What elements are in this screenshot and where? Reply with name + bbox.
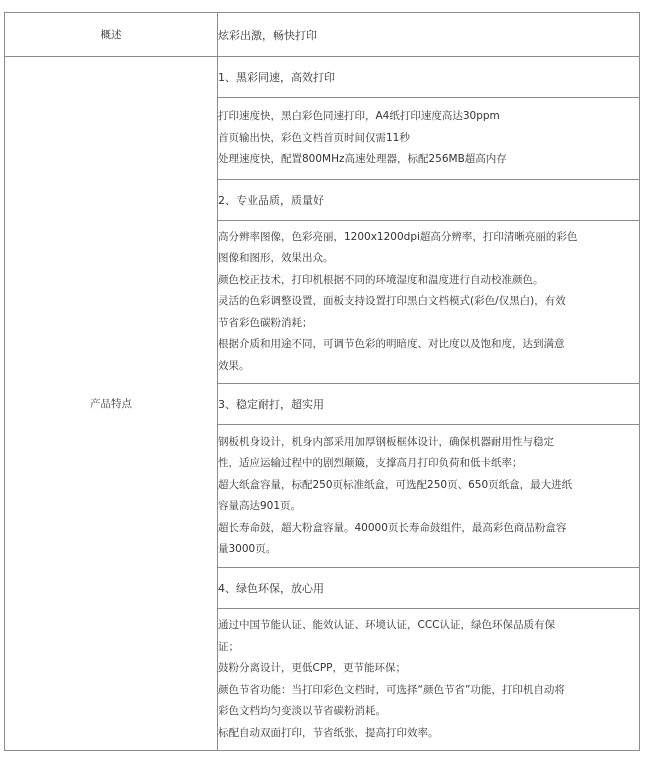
overview-row bbox=[5, 13, 640, 57]
feature-line: 鼓粉分离设计，更低CPP，更节能环保； bbox=[218, 662, 406, 674]
feature-line: 标配自动双面打印，节省纸张，提高打印效率。 bbox=[218, 726, 439, 739]
feature-line: 性，适应运输过程中的剧烈颠簸，支撑高月打印负荷和低卡纸率； bbox=[218, 457, 523, 469]
spec-table bbox=[4, 12, 640, 751]
overview-value: 炫彩出激，畅快打印 bbox=[218, 13, 640, 57]
feature-line: 处理速度快，配置800MHz高速处理器，标配256MB超高内存 bbox=[218, 153, 507, 166]
feature-line: 颜色节省功能：当打印彩色文档时，可选择“颜色节省”功能，打印机自动将 bbox=[218, 683, 565, 696]
feature-body bbox=[218, 425, 640, 568]
feature-line: 高分辨率图像，色彩亮丽，1200x1200dpi超高分辨率，打印清晰亮丽的彩色 bbox=[218, 230, 578, 243]
feature-heading-row bbox=[5, 57, 640, 98]
overview-label: 概述 bbox=[5, 13, 218, 57]
feature-heading: 2、专业品质，质量好 bbox=[218, 180, 640, 221]
feature-line: 彩色文档均匀变淡以节省碳粉消耗。 bbox=[218, 705, 386, 717]
feature-line: 证； bbox=[218, 640, 239, 653]
feature-line: 灵活的色彩调整设置，面板支持设置打印黑白文档模式(彩色/仅黑白)，有效 bbox=[218, 295, 566, 308]
feature-line: 打印速度快，黑白彩色同速打印，A4纸打印速度高达30ppm bbox=[218, 110, 500, 123]
feature-line: 根据介质和用途不同，可调节色彩的明暗度、对比度以及饱和度，达到满意 bbox=[218, 338, 565, 351]
feature-line: 节省彩色碳粉消耗； bbox=[218, 316, 313, 329]
feature-heading: 1、黑彩同速，高效打印 bbox=[218, 57, 640, 98]
feature-heading: 3、稳定耐打，超实用 bbox=[218, 384, 640, 425]
feature-body bbox=[218, 221, 640, 384]
feature-line: 量3000页。 bbox=[218, 543, 277, 555]
feature-line: 钢板机身设计，机身内部采用加厚钢板框体设计，确保机器耐用性与稳定 bbox=[218, 435, 554, 448]
feature-line: 图像和图形，效果出众。 bbox=[218, 252, 334, 265]
features-label: 产品特点 bbox=[5, 57, 218, 751]
feature-line: 通过中国节能认证、能效认证、环境认证，CCC认证，绿色环保品质有保 bbox=[218, 619, 555, 631]
feature-heading: 4、绿色环保，放心用 bbox=[218, 568, 640, 609]
feature-line: 首页输出快，彩色文档首页时间仅需11秒 bbox=[218, 131, 410, 144]
feature-line: 容量高达901页。 bbox=[218, 500, 302, 512]
feature-line: 超大纸盒容量，标配250页标准纸盒，可选配250页、650页纸盒，最大进纸 bbox=[218, 478, 573, 491]
feature-body bbox=[218, 98, 640, 180]
feature-line: 效果。 bbox=[218, 359, 250, 372]
feature-body bbox=[218, 609, 640, 751]
feature-line: 超长寿命鼓，超大粉盒容量。40000页长寿命鼓组件，最高彩色商品粉盒容 bbox=[218, 521, 567, 534]
feature-line: 颜色校正技术，打印机根据不同的环境湿度和温度进行自动校准颜色。 bbox=[218, 273, 544, 286]
